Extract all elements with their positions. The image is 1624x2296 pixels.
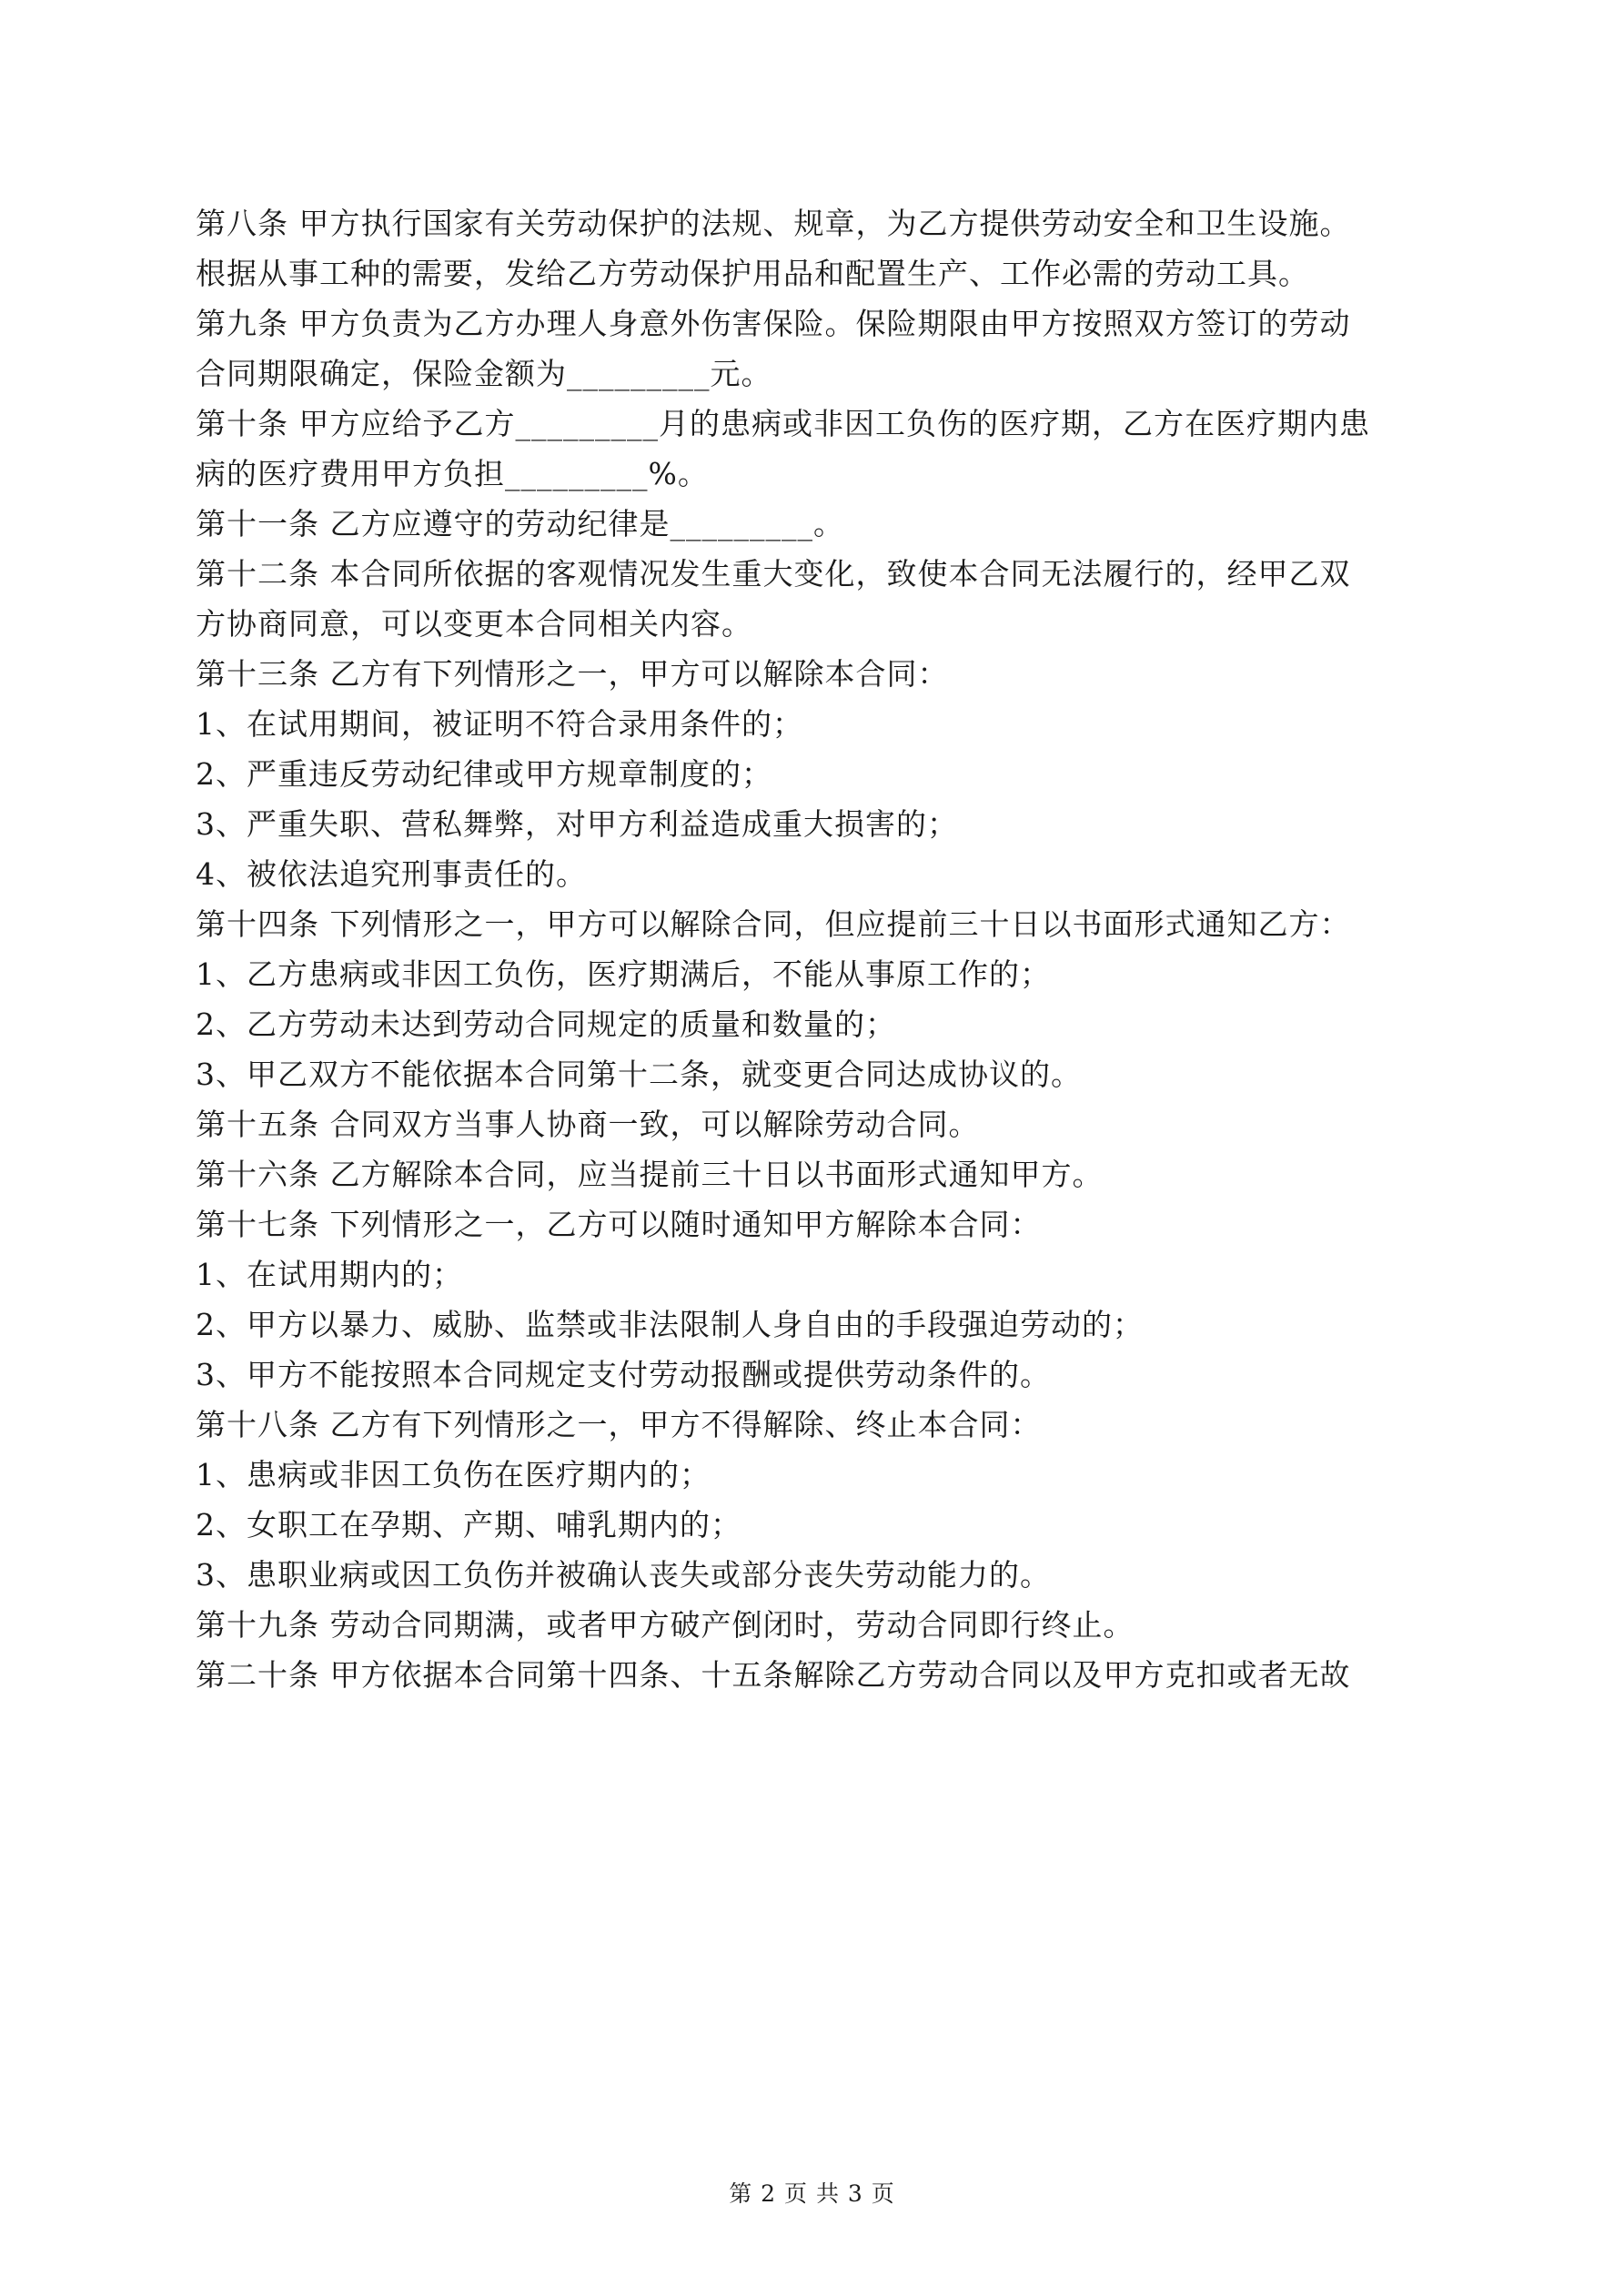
text-line: 第八条 甲方执行国家有关劳动保护的法规、规章，为乙方提供劳动安全和卫生设施。 bbox=[196, 206, 1351, 241]
text-line: 第十六条 乙方解除本合同，应当提前三十日以书面形式通知甲方。 bbox=[196, 1157, 1104, 1192]
text-line: 第十二条 本合同所依据的客观情况发生重大变化，致使本合同无法履行的，经甲乙双 bbox=[196, 556, 1351, 592]
contract-body bbox=[196, 198, 1442, 1700]
text-line: 2、甲方以暴力、威胁、监禁或非法限制人身自由的手段强迫劳动的； bbox=[196, 1307, 1144, 1342]
text-line: 1、在试用期间，被证明不符合录用条件的； bbox=[196, 706, 803, 742]
text-line: 第九条 甲方负责为乙方办理人身意外伤害保险。保险期限由甲方按照双方签订的劳动 bbox=[196, 306, 1351, 341]
text-line: 1、乙方患病或非因工负伤，医疗期满后，不能从事原工作的； bbox=[196, 956, 1051, 992]
text-line: 第十三条 乙方有下列情形之一，甲方可以解除本合同： bbox=[196, 656, 949, 692]
text-line: 1、患病或非因工负伤在医疗期内的； bbox=[196, 1457, 711, 1492]
text-line: 1、在试用期内的； bbox=[196, 1257, 463, 1292]
text-line: 第二十条 甲方依据本合同第十四条、十五条解除乙方劳动合同以及甲方克扣或者无故 bbox=[196, 1657, 1351, 1693]
text-line: 2、严重违反劳动纪律或甲方规章制度的； bbox=[196, 756, 772, 792]
text-line: 根据从事工种的需要，发给乙方劳动保护用品和配置生产、工作必需的劳动工具。 bbox=[196, 256, 1309, 291]
text-line: 4、被依法追究刑事责任的。 bbox=[196, 856, 587, 892]
text-line: 第十条 甲方应给予乙方_________月的患病或非因工负伤的医疗期，乙方在医疗期内患 bbox=[196, 406, 1370, 441]
text-line: 第十一条 乙方应遵守的劳动纪律是_________。 bbox=[196, 506, 844, 541]
text-line: 3、甲乙双方不能依据本合同第十二条，就变更合同达成协议的。 bbox=[196, 1057, 1082, 1092]
text-line: 3、严重失职、营私舞弊，对甲方利益造成重大损害的； bbox=[196, 806, 958, 842]
page-number-footer: 第 2 页 共 3 页 bbox=[729, 2180, 895, 2207]
text-line: 第十七条 下列情形之一，乙方可以随时通知甲方解除本合同： bbox=[196, 1207, 1042, 1242]
text-line: 病的医疗费用甲方负担_________%。 bbox=[196, 456, 709, 491]
text-line: 2、女职工在孕期、产期、哺乳期内的； bbox=[196, 1507, 741, 1542]
text-line: 第十五条 合同双方当事人协商一致，可以解除劳动合同。 bbox=[196, 1107, 980, 1142]
text-line: 合同期限确定，保险金额为_________元。 bbox=[196, 356, 772, 391]
text-line: 方协商同意，可以变更本合同相关内容。 bbox=[196, 606, 752, 642]
text-line: 3、患职业病或因工负伤并被确认丧失或部分丧失劳动能力的。 bbox=[196, 1557, 1051, 1593]
text-line: 第十八条 乙方有下列情形之一，甲方不得解除、终止本合同： bbox=[196, 1407, 1042, 1442]
text-line: 第十四条 下列情形之一，甲方可以解除合同，但应提前三十日以书面形式通知乙方： bbox=[196, 906, 1351, 942]
text-line: 3、甲方不能按照本合同规定支付劳动报酬或提供劳动条件的。 bbox=[196, 1357, 1051, 1392]
text-line: 第十九条 劳动合同期满，或者甲方破产倒闭时，劳动合同即行终止。 bbox=[196, 1607, 1135, 1643]
text-line: 2、乙方劳动未达到劳动合同规定的质量和数量的； bbox=[196, 1006, 896, 1042]
